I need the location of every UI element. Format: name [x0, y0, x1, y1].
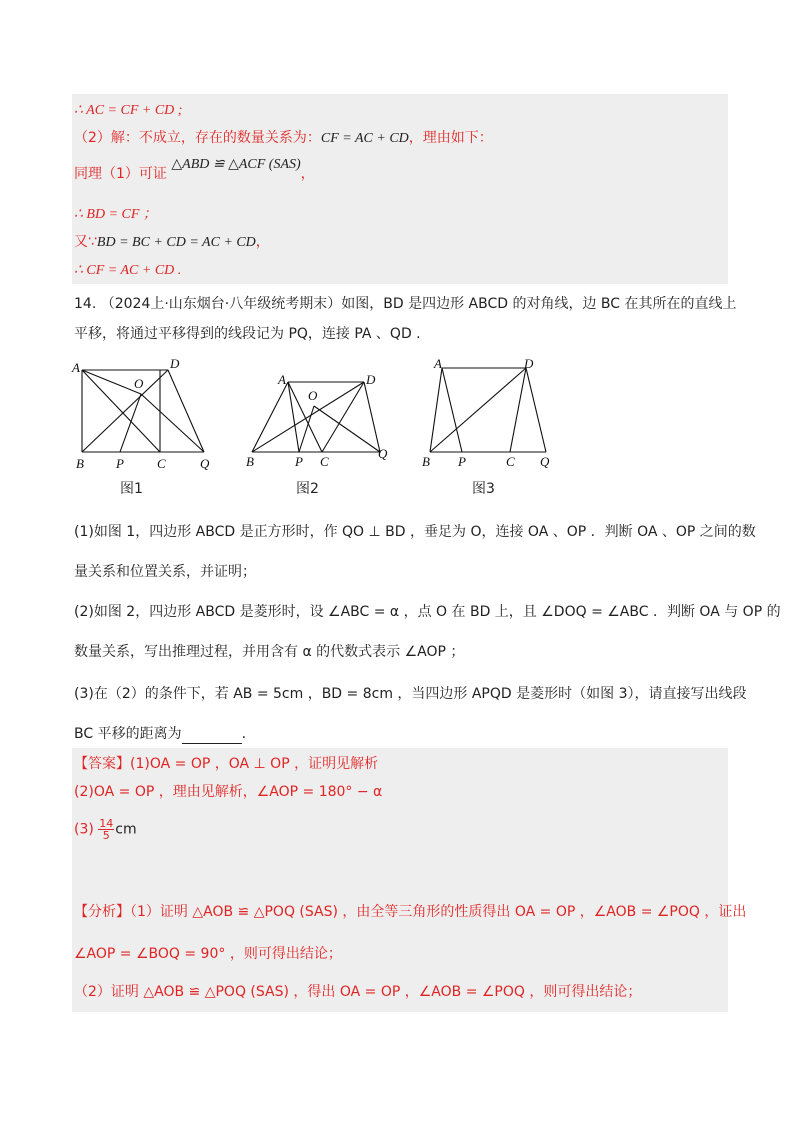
solution-line-6: ∴ CF = AC + CD .	[74, 263, 182, 278]
fig2-label-O: O	[308, 388, 318, 403]
fig3-label-Q: Q	[540, 454, 550, 469]
fig1-label-A: A	[72, 360, 80, 375]
figure-2-caption: 图2	[296, 481, 319, 497]
figure-3-caption: 图3	[472, 481, 495, 497]
fig3-label-A: A	[434, 356, 442, 371]
fig2-label-A: A	[278, 372, 286, 387]
solution-line-5: 又∵BD = BC + CD = AC + CD，	[74, 234, 270, 250]
analysis-line-2: ∠AOP = ∠BOQ = 90° ，则可得出结论；	[74, 946, 342, 962]
fig2-label-P: P	[295, 454, 303, 469]
solution-block-top	[72, 94, 728, 284]
answer-line-2: (2)OA = OP ，理由见解析，∠AOP = 180° − α	[74, 784, 383, 800]
part-1-line-1: (1)如图 1，四边形 ABCD 是正方形时，作 QO ⊥ BD ，垂足为 O，连接 OA 、OP ．判断 OA 、OP 之间的数	[74, 524, 756, 540]
fig1-label-D: D	[170, 356, 180, 371]
fig1-label-C: C	[157, 456, 166, 471]
answer-line-1: 【答案】(1)OA = OP ，OA ⊥ OP ，证明见解析	[74, 756, 379, 772]
solution-line-1: ∴ AC = CF + CD ;	[74, 103, 183, 118]
fig1-label-O: O	[134, 376, 144, 391]
answer-fraction: $\frac{14}{5}$	[99, 817, 114, 842]
solution-line-3: 同理（1）可证 △ABD ≌ △ACF (SAS)，	[74, 157, 315, 182]
fig2-label-D: D	[366, 372, 376, 387]
part-1-line-2: 量关系和位置关系，并证明；	[74, 564, 256, 580]
figure-2	[240, 370, 400, 470]
solution-line-2: （2）解：不成立，存在的数量关系为：CF = AC + CD，理由如下：	[74, 130, 493, 146]
fig1-label-B: B	[76, 456, 84, 471]
fig3-label-D: D	[524, 356, 534, 371]
solution-line-4: ∴ BD = CF ；	[74, 207, 157, 222]
analysis-line-1: 【分析】（1）证明 △AOB ≌ △POQ (SAS) ，由全等三角形的性质得出 OA = OP ，∠AOB = ∠POQ ，证出	[74, 904, 747, 920]
part-3-line-1: (3)在（2）的条件下，若 AB = 5cm ，BD = 8cm ，当四边形 APQD 是菱形时（如图 3），请直接写出线段	[74, 686, 747, 702]
fig3-label-P: P	[458, 454, 466, 469]
part-3-line-2: BC 平移的距离为 .	[74, 726, 247, 742]
figure-3	[420, 356, 560, 476]
question-14-line-2: 平移，将通过平移得到的线段记为 PQ，连接 PA 、QD .	[74, 326, 421, 342]
answer-line-3: (3) $\frac{14}{5}$ cm	[74, 817, 137, 842]
analysis-line-3: （2）证明 △AOB ≌ △POQ (SAS) ，得出 OA = OP ，∠AOB = ∠POQ ，则可得出结论；	[74, 984, 642, 1000]
fig1-label-Q: Q	[200, 456, 210, 471]
part-2-line-1: (2)如图 2，四边形 ABCD 是菱形时，设 ∠ABC = α ，点 O 在 BD 上，且 ∠DOQ = ∠ABC ．判断 OA 与 OP 的	[74, 604, 781, 620]
fig3-label-B: B	[422, 454, 430, 469]
figure-1	[70, 356, 220, 476]
question-14-line-1: 14. （2024上·山东烟台·八年级统考期末）如图，BD 是四边形 ABCD 的对角线，边 BC 在其所在的直线上	[74, 296, 737, 312]
answer-blank	[182, 729, 242, 744]
fig2-label-C: C	[320, 454, 329, 469]
figure-1-caption: 图1	[120, 481, 143, 497]
part-2-line-2: 数量关系，写出推理过程，并用含有 α 的代数式表示 ∠AOP ；	[74, 644, 465, 660]
fig3-label-C: C	[506, 454, 515, 469]
fig2-label-Q: Q	[378, 446, 388, 461]
fig1-label-P: P	[116, 456, 124, 471]
fig2-label-B: B	[246, 454, 254, 469]
